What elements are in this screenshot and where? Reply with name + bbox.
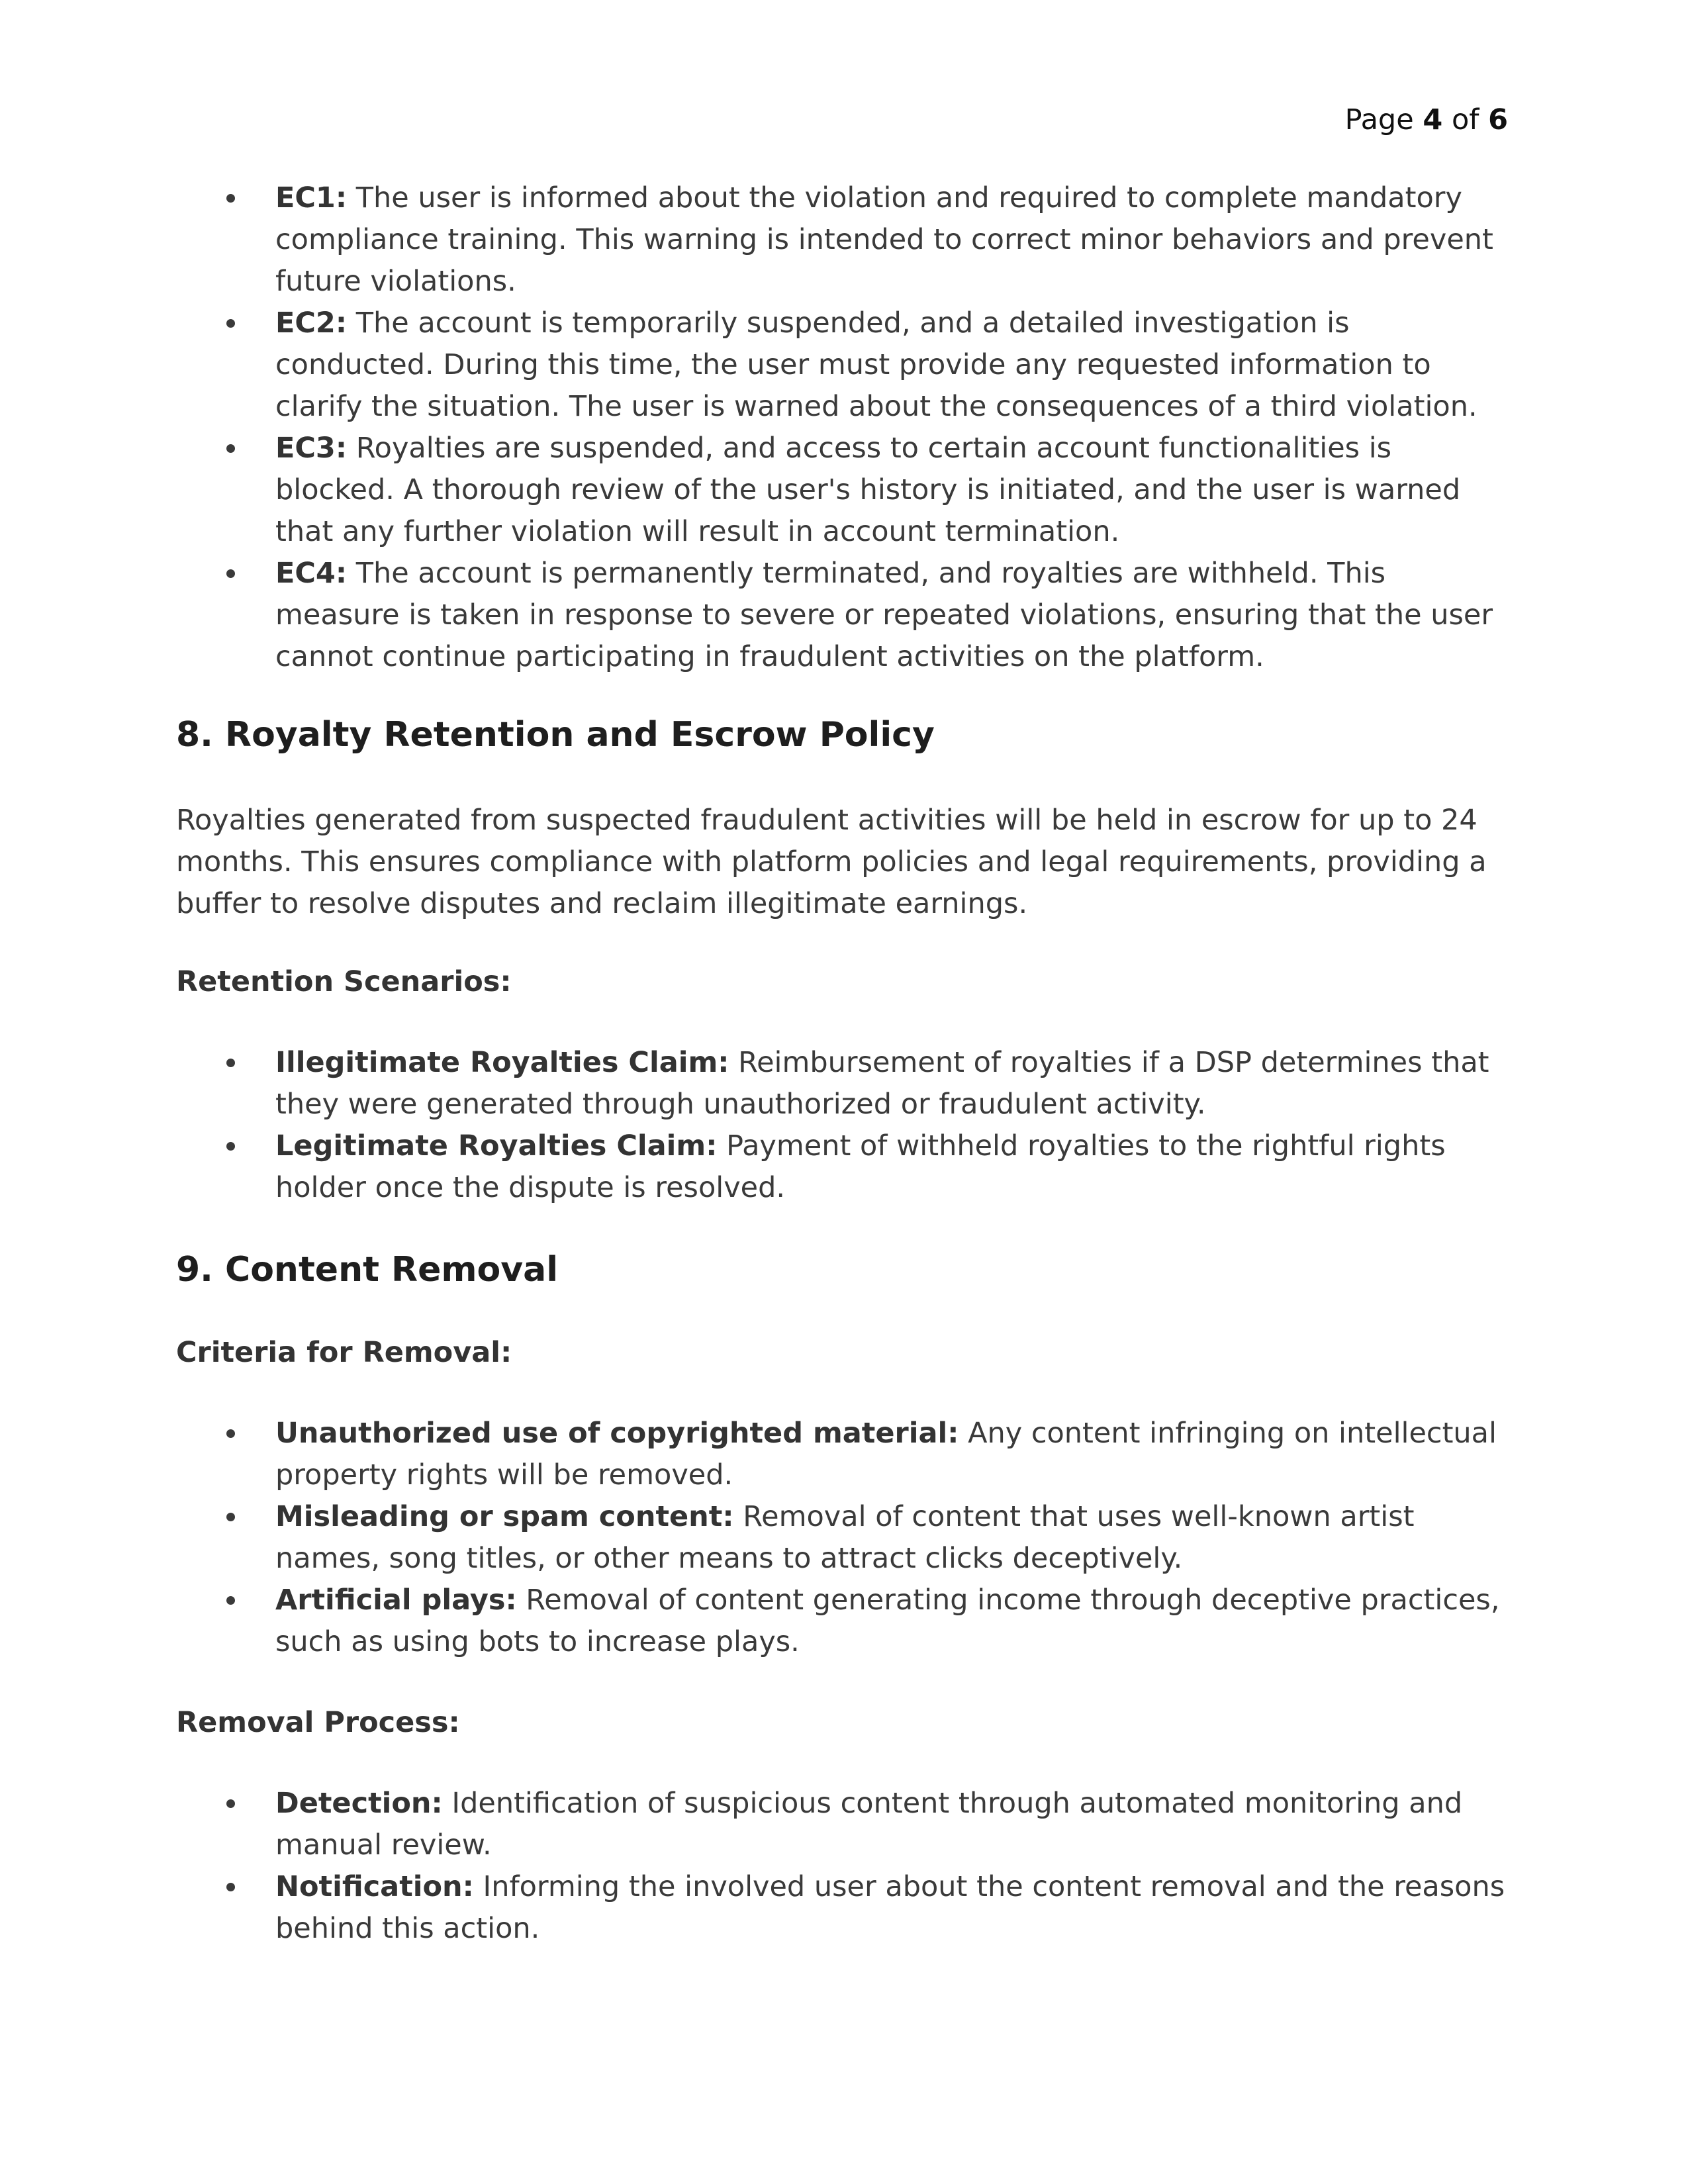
list-item (176, 1125, 1513, 1209)
list-item (176, 553, 1513, 678)
list-item-text: Reimbursement of royalties if a DSP determines that they were generated through unauthorized or fraudulent activity. (275, 1046, 1489, 1121)
list-item-term: Unauthorized use of copyrighted material: (275, 1417, 959, 1450)
list-item (176, 1580, 1513, 1663)
list-item-text: Informing the involved user about the content removal and the reasons behind this action. (275, 1870, 1505, 1945)
list-item (176, 428, 1513, 553)
list-item-text: The account is permanently terminated, and royalties are withheld. This measure is taken in response to severe or repeated violations, ensuring that the user cannot continue participating in fraudulent activities on the platform. (275, 557, 1493, 673)
retention-scenarios-list (176, 1042, 1513, 1209)
criteria-list (176, 1413, 1513, 1663)
enforcement-list (176, 177, 1513, 678)
list-item-term: EC3: (275, 432, 348, 465)
list-item-term: Artificial plays: (275, 1584, 517, 1617)
list-item-text: Any content infringing on intellectual property rights will be removed. (275, 1417, 1497, 1492)
list-item-term: Illegitimate Royalties Claim: (275, 1046, 729, 1079)
list-item-text: Identification of suspicious content through automated monitoring and manual review. (275, 1787, 1463, 1862)
section-8-paragraph: Royalties generated from suspected fraudulent activities will be held in escrow for up to 24 months. This ensures compliance with platform policies and legal requirements, providing a buffer to resolve disputes and reclaim illegitimate earnings. (176, 804, 1487, 920)
list-item-text: Removal of content generating income through deceptive practices, such as using bots to increase plays. (275, 1584, 1500, 1658)
page-number (1345, 99, 1508, 141)
list-item (176, 1413, 1513, 1496)
list-item-term: Legitimate Royalties Claim: (275, 1129, 718, 1163)
list-item-text: Removal of content that uses well-known artist names, song titles, or other means to attract clicks deceptively. (275, 1500, 1415, 1575)
list-item (176, 303, 1513, 428)
retention-scenarios-heading: Retention Scenarios: (176, 965, 512, 998)
list-item-term: EC4: (275, 557, 348, 590)
list-item-term: Detection: (275, 1787, 443, 1820)
list-item-text: Royalties are suspended, and access to certain account functionalities is blocked. A thorough review of the user's history is initiated, and the user is warned that any further violation will result in account termination. (275, 432, 1461, 548)
list-item (176, 1042, 1513, 1125)
list-item-term: Misleading or spam content: (275, 1500, 734, 1533)
section-9-heading: 9. Content Removal (176, 1250, 559, 1290)
section-8-heading: 8. Royalty Retention and Escrow Policy (176, 715, 935, 755)
list-item-term: EC1: (275, 181, 348, 214)
list-item (176, 1783, 1513, 1866)
list-item-text: The user is informed about the violation and required to complete mandatory compliance training. This warning is intended to correct minor behaviors and prevent future violations. (275, 181, 1493, 298)
list-item-text: The account is temporarily suspended, and a detailed investigation is conducted. During this time, the user must provide any requested information to clarify the situation. The user is warned about the consequences of a third violation. (275, 307, 1477, 423)
page-current: 4 (1423, 103, 1443, 136)
list-item (176, 1866, 1513, 1950)
page-total: 6 (1488, 103, 1508, 136)
page-prefix: Page (1344, 103, 1423, 136)
page-separator: of (1442, 103, 1489, 136)
removal-process-heading: Removal Process: (176, 1706, 460, 1739)
list-item-term: EC2: (275, 307, 348, 340)
list-item (176, 1496, 1513, 1580)
list-item (176, 177, 1513, 303)
criteria-heading: Criteria for Removal: (176, 1336, 512, 1369)
list-item-text: Payment of withheld royalties to the rightful rights holder once the dispute is resolved. (275, 1129, 1446, 1204)
list-item-term: Notification: (275, 1870, 474, 1903)
removal-process-list (176, 1783, 1513, 1950)
